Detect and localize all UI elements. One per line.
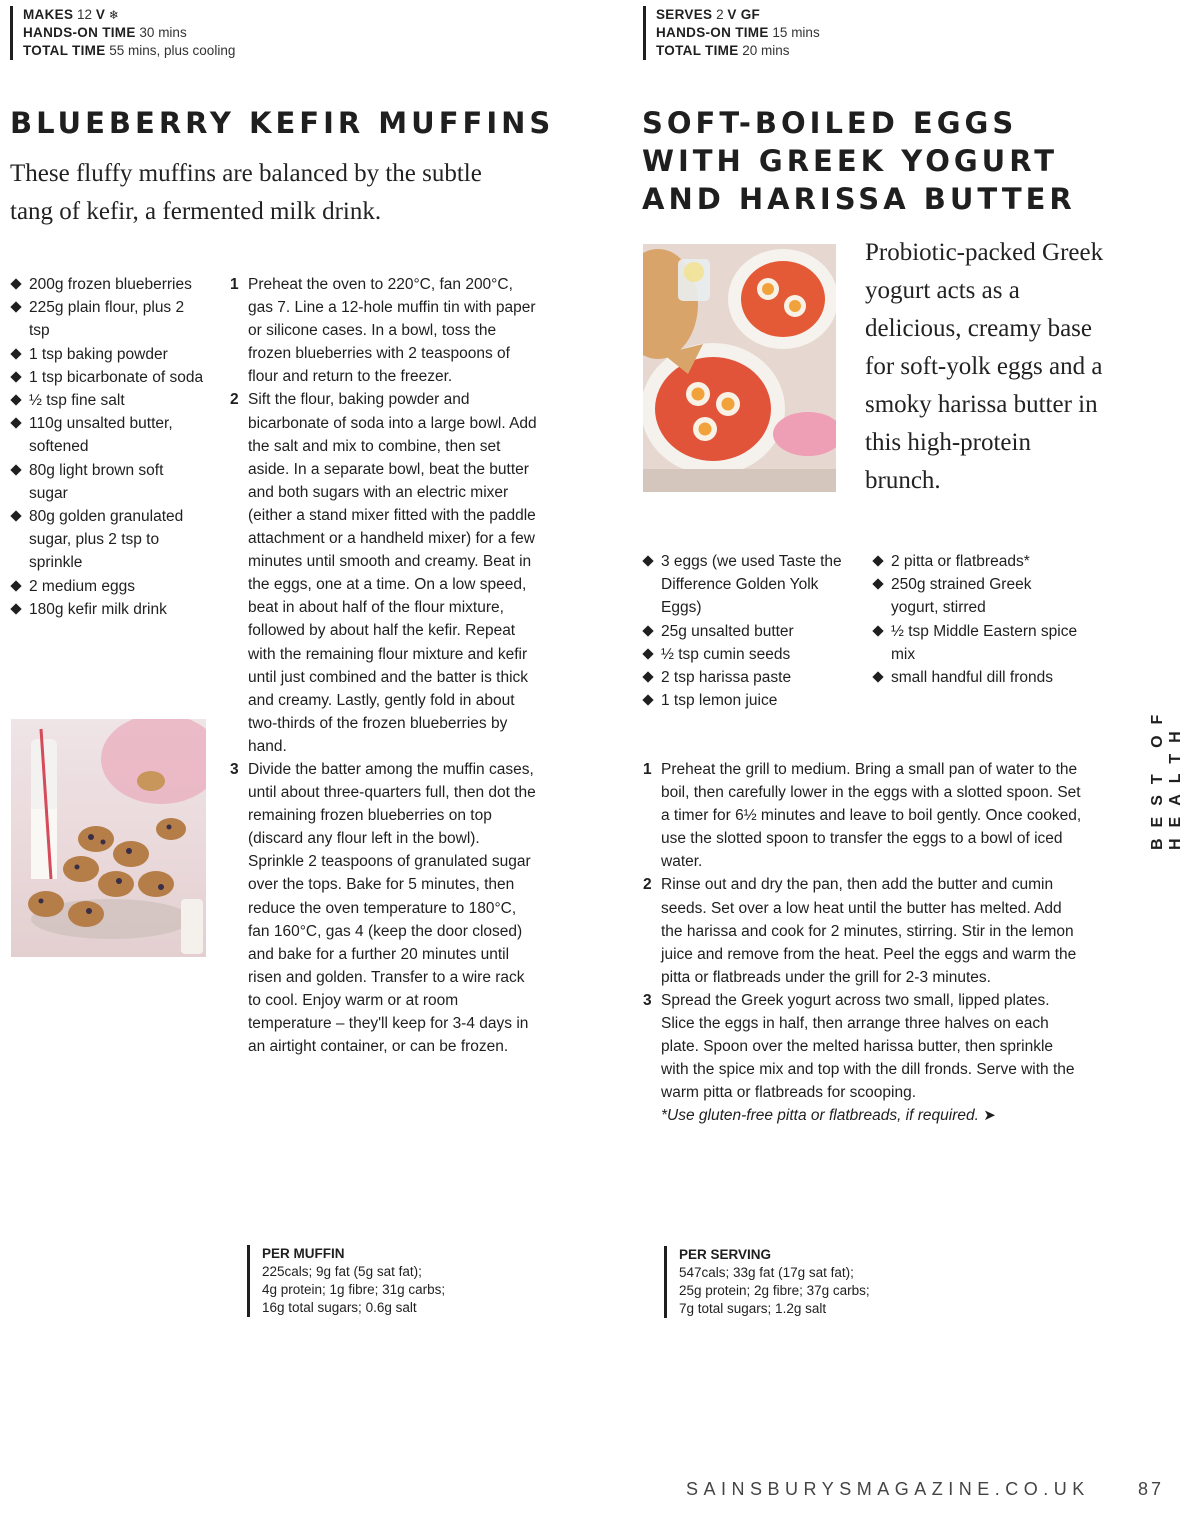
step-number: 1 (643, 761, 652, 778)
step-number: 3 (230, 760, 239, 778)
step-number: 2 (230, 391, 239, 409)
ingredient-item: 25g unsalted butter (642, 620, 842, 643)
ingredient-item: 3 eggs (we used Taste the Difference Golden Yolk Eggs) (642, 550, 842, 620)
hands-on-value: 15 mins (772, 25, 820, 40)
step-text: Divide the batter among the muffin cases, until about three-quarters full, then dot the remaining frozen blueberries on top (discard any flour left in the bowl). Sprinkle 2 teaspoons of granulated sugar over the tops. Bake for 5 minutes, then reduce the oven temperature to 180°C, fan 160°C, gas 4 (keep the door closed) and bake for a further 20 minutes until risen and golden. Transfer to a wire rack to cool. Enjoy warm or at room temperature – they'll keep for 3-4 days in an airtight container, or can be frozen. (248, 760, 536, 1056)
method-step (643, 873, 1083, 988)
step-number: 1 (230, 276, 239, 293)
title-line: SOFT-BOILED EGGS (642, 106, 1018, 140)
right-method-list (643, 758, 1083, 1128)
step-number: 3 (643, 991, 652, 1009)
muffins-illustration (11, 719, 206, 957)
arrow-right-icon: ➤ (983, 1107, 996, 1125)
right-recipe-info (643, 6, 956, 60)
diet-tags: V GF (727, 7, 761, 22)
method-step (643, 989, 1083, 1104)
title-line: AND HARISSA BUTTER (642, 182, 1076, 216)
left-recipe-info (10, 6, 323, 60)
total-time-label: TOTAL TIME (656, 43, 739, 58)
nutrition-line: 4g protein; 1g fibre; 31g carbs; (262, 1282, 446, 1297)
left-ingredients-list (10, 273, 205, 621)
nutrition-heading: PER SERVING (679, 1247, 772, 1262)
right-recipe-title (642, 104, 1102, 218)
nutrition-line: 25g protein; 2g fibre; 37g carbs; (679, 1283, 870, 1298)
makes-value: 12 (77, 7, 93, 22)
left-nutrition (247, 1245, 522, 1317)
ingredient-item: small handful dill fronds (872, 666, 1082, 689)
left-recipe-title: BLUEBERRY KEFIR MUFFINS (10, 106, 555, 140)
step-text: Rinse out and dry the pan, then add the butter and cumin seeds. Set over a low heat until the butter has melted. Add the harissa and cook for 2 minutes, stirring. Stir in the lemon juice and remove from the heat. Peel the eggs and warm the pitta or flatbreads under the grill for 2-3 minutes. (661, 876, 1077, 986)
method-step (230, 388, 540, 758)
section-label: BEST OF HEALTH (1149, 703, 1184, 850)
ingredient-item: ½ tsp cumin seeds (642, 643, 842, 666)
step-text: Preheat the grill to medium. Bring a small pan of water to the boil, then carefully lower in the eggs with a slotted spoon. Set a timer for 6½ minutes and leave to boil gently. Once cooked, use the slotted spoon to transfer the eggs to a bowl of iced water. (661, 761, 1082, 871)
nutrition-line: 225cals; 9g fat (5g sat fat); (262, 1264, 422, 1279)
total-time-value: 20 mins (742, 43, 790, 58)
ingredient-item: 110g unsalted butter, softened (10, 412, 205, 458)
ingredient-item: 180g kefir milk drink (10, 598, 205, 621)
method-step (643, 758, 1083, 873)
makes-label: MAKES (23, 7, 74, 22)
ingredient-item: 2 tsp harissa paste (642, 666, 842, 689)
ingredient-item: 1 tsp lemon juice (642, 689, 842, 712)
page-number: 87 (1138, 1479, 1165, 1499)
right-ingredients-col2 (872, 550, 1082, 689)
title-line: WITH GREEK YOGURT (642, 144, 1059, 178)
right-recipe-intro: Probiotic-packed Greek yogurt acts as a delicious, creamy base for soft-yolk eggs and a smoky harissa butter in this high-protein brunch. (865, 239, 1104, 494)
ingredient-item: 200g frozen blueberries (10, 273, 205, 296)
serves-value: 2 (716, 7, 724, 22)
hands-on-value: 30 mins (139, 25, 187, 40)
left-method-list (230, 273, 540, 1058)
ingredient-item: 225g plain flour, plus 2 tsp (10, 296, 205, 342)
method-footnote (643, 1104, 1083, 1127)
step-text: Preheat the oven to 220°C, fan 200°C, gas 7. Line a 12-hole muffin tin with paper or silicone cases. In a bowl, toss the frozen blueberries with 2 teaspoons of flour and return to the freezer. (248, 276, 536, 386)
total-time-value: 55 mins, plus cooling (109, 43, 236, 58)
right-ingredients-col1 (642, 550, 842, 712)
hands-on-label: HANDS-ON TIME (23, 25, 136, 40)
ingredient-item: ½ tsp Middle Eastern spice mix (872, 620, 1082, 666)
step-text: Spread the Greek yogurt across two small, lipped plates. Slice the eggs in half, then arrange three halves on each plate. Spoon over the melted harissa butter, then sprinkle with the spice mix and top with the dill fronds. Serve with the warm pitta or flatbreads for scooping. (661, 991, 1075, 1102)
step-text: Sift the flour, baking powder and bicarbonate of soda into a large bowl. Add the salt and mix to combine, then set aside. In a separate bowl, beat the butter and both sugars with an electric mixer (either a stand mixer fitted with the paddle attachment or a handheld mixer) for a few minutes until smooth and creamy. Beat in the eggs, one at a time. On a low speed, beat in about half of the flour mixture, followed by about half the kefir. Repeat with the remaining flour mixture and kefir until just combined and the batter is thick and creamy. Lastly, gently fold in about two-thirds of the frozen blueberries by hand. (248, 391, 537, 755)
ingredient-item: 1 tsp baking powder (10, 343, 205, 366)
muffins-photo (11, 719, 206, 957)
left-recipe-intro: These fluffy muffins are balanced by the subtle tang of kefir, a fermented milk drink. (10, 160, 482, 225)
nutrition-line: 16g total sugars; 0.6g salt (262, 1300, 417, 1315)
ingredient-item: ½ tsp fine salt (10, 389, 205, 412)
nutrition-heading: PER MUFFIN (262, 1246, 345, 1261)
eggs-illustration (643, 244, 836, 492)
footnote-text: *Use gluten-free pitta or flatbreads, if required. (661, 1107, 979, 1125)
right-nutrition (664, 1246, 939, 1318)
ingredient-item: 2 pitta or flatbreads* (872, 550, 1082, 573)
diet-tags: V (95, 7, 106, 22)
hands-on-label: HANDS-ON TIME (656, 25, 769, 40)
footer-url[interactable]: SAINSBURYSMAGAZINE.CO.UK (686, 1479, 1090, 1499)
nutrition-line: 7g total sugars; 1.2g salt (679, 1301, 827, 1316)
ingredient-item: 80g light brown soft sugar (10, 459, 205, 505)
nutrition-line: 547cals; 33g fat (17g sat fat); (679, 1265, 854, 1280)
eggs-photo (643, 244, 836, 492)
step-number: 2 (643, 876, 652, 894)
ingredient-item: 1 tsp bicarbonate of soda (10, 366, 205, 389)
total-time-label: TOTAL TIME (23, 43, 106, 58)
serves-label: SERVES (656, 7, 713, 22)
snowflake-icon: ❄ (108, 8, 119, 22)
ingredient-item: 80g golden granulated sugar, plus 2 tsp to sprinkle (10, 505, 205, 575)
ingredient-item: 250g strained Greek yogurt, stirred (872, 573, 1082, 619)
method-step (230, 758, 540, 1058)
ingredient-item: 2 medium eggs (10, 575, 205, 598)
method-step (230, 273, 540, 388)
